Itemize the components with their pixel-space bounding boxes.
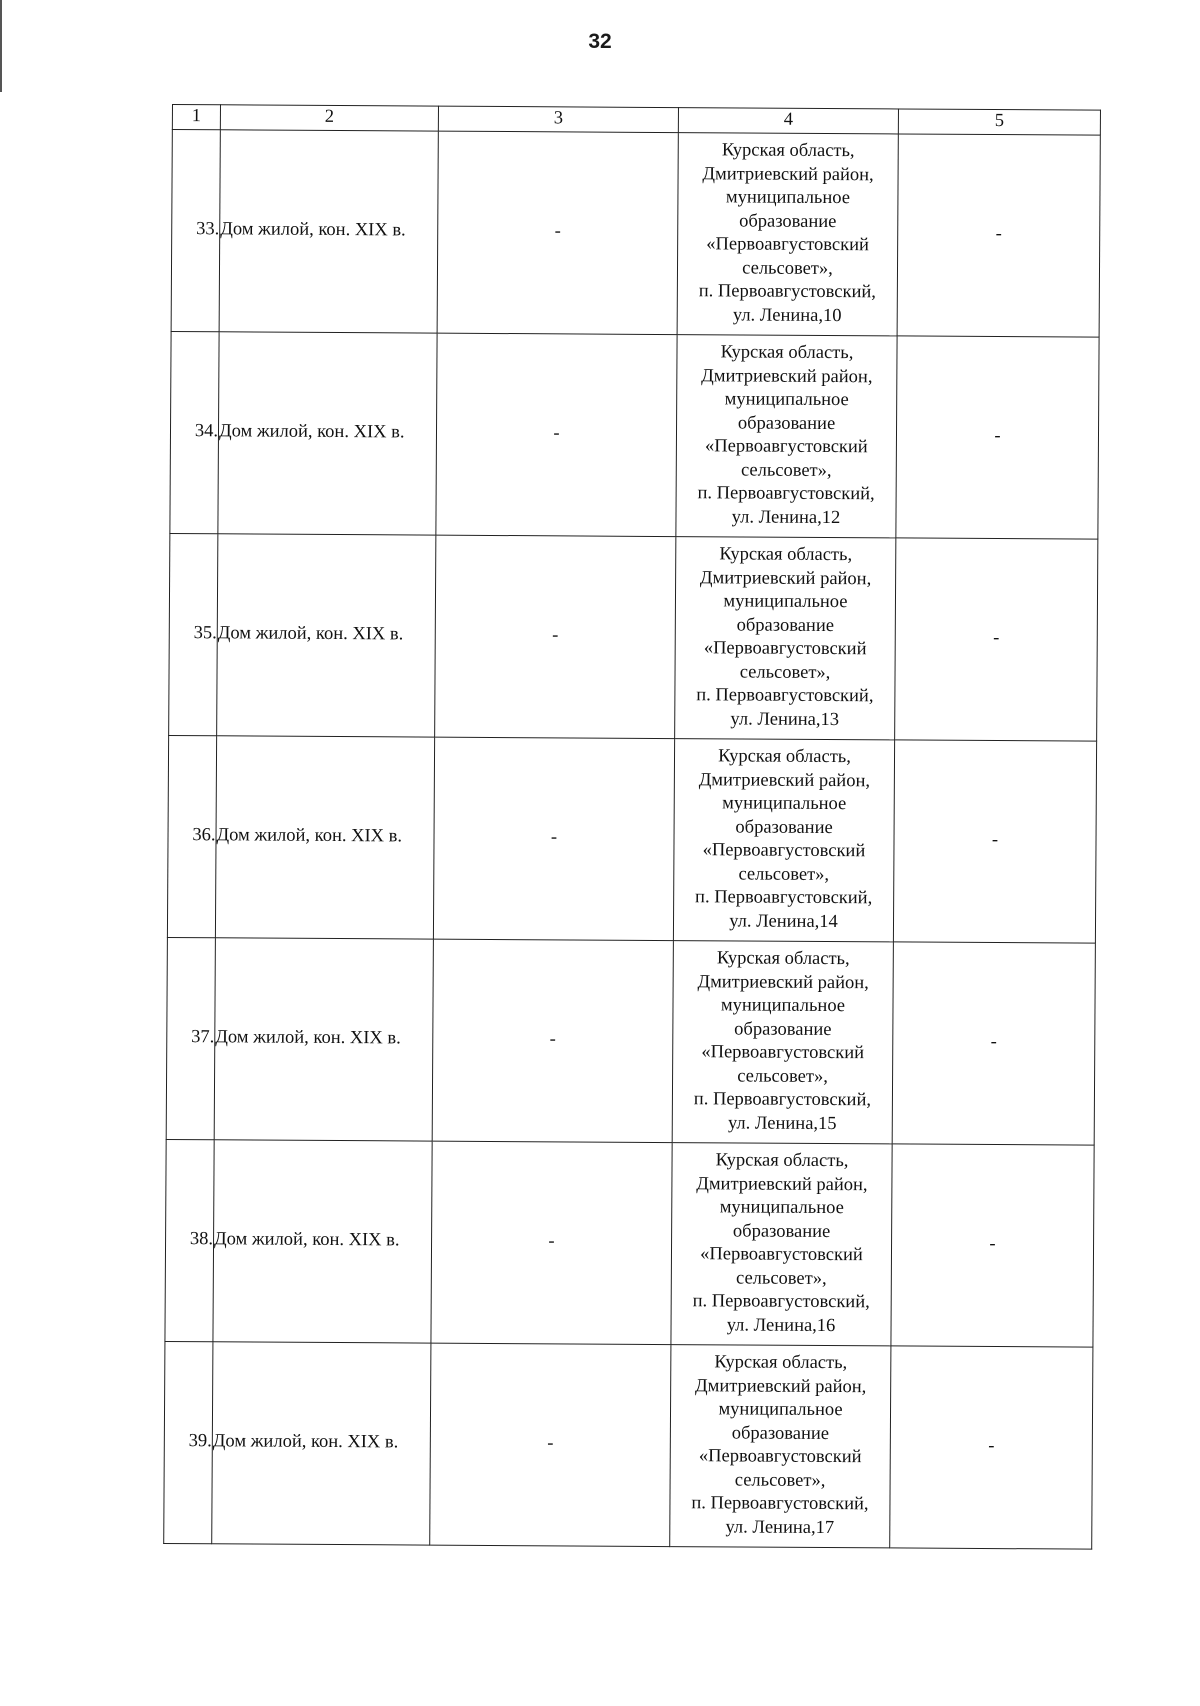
note-cell: -: [891, 1143, 1094, 1346]
address-line: образование: [739, 210, 837, 232]
address-line: ул. Ленина,15: [727, 1112, 837, 1134]
table-row: [169, 533, 1098, 741]
document-cell: -: [437, 131, 678, 334]
address-line: Курская область,: [715, 1150, 849, 1172]
object-name: Дом жилой, кон. XIX в.: [217, 533, 436, 736]
address-line: ул. Ленина,13: [730, 708, 840, 730]
object-name: Дом жилой, кон. XIX в.: [212, 1341, 431, 1544]
address-line: п. Первоавгустовский,: [697, 483, 875, 505]
address-line: муниципальное: [723, 591, 848, 613]
address-line: муниципальное: [718, 1399, 843, 1421]
address-line: сельсовет»,: [740, 459, 832, 481]
address-line: «Первоавгустовский: [703, 638, 867, 660]
address-line: Курская область,: [719, 544, 853, 566]
address-line: муниципальное: [725, 187, 851, 209]
address-cell: [675, 536, 896, 739]
address-line: ул. Ленина,16: [726, 1314, 836, 1336]
address-line: сельсовет»,: [737, 1065, 828, 1087]
document-cell: -: [433, 737, 674, 940]
object-name: Дом жилой, кон. XIX в.: [218, 331, 437, 534]
address-line: сельсовет»,: [738, 863, 830, 885]
address-line: образование: [732, 1220, 831, 1242]
address-line: образование: [734, 1018, 832, 1040]
note-cell: -: [895, 537, 1098, 740]
address-line: образование: [731, 1422, 830, 1444]
object-name: Дом жилой, кон. XIX в.: [219, 129, 438, 332]
table-body: [164, 129, 1101, 1549]
document-cell: -: [430, 1343, 671, 1546]
object-name: Дом жилой, кон. XIX в.: [214, 937, 433, 1140]
address-line: муниципальное: [724, 389, 849, 411]
address-line: п. Первоавгустовский,: [691, 1493, 869, 1515]
document-cell: -: [435, 535, 676, 738]
address-line: Дмитриевский район,: [701, 365, 873, 387]
object-name: Дом жилой, кон. XIX в.: [213, 1139, 432, 1342]
address-line: образование: [736, 614, 835, 636]
address-line: Курская область,: [714, 1352, 848, 1374]
address-line: Дмитриевский район,: [697, 971, 869, 993]
address-line: муниципальное: [719, 1197, 844, 1219]
address-line: Дмитриевский район,: [696, 1173, 868, 1195]
address-line: Дмитриевский район,: [698, 769, 871, 791]
address-line: «Первоавгустовский: [706, 234, 870, 256]
table-row: [164, 1341, 1093, 1549]
header-col-1: 1: [172, 105, 220, 130]
address-line: образование: [737, 412, 836, 434]
table-row: [170, 331, 1099, 539]
object-name: Дом жилой, кон. XIX в.: [215, 735, 434, 938]
address-line: п. Первоавгустовский,: [698, 281, 877, 303]
address-line: «Первоавгустовский: [698, 1446, 862, 1468]
address-line: сельсовет»,: [735, 1267, 827, 1289]
document-cell: -: [436, 333, 677, 536]
header-col-5: 5: [898, 109, 1100, 135]
address-line: «Первоавгустовский: [705, 436, 868, 458]
address-line: п. Первоавгустовский,: [693, 1089, 872, 1111]
address-line: «Первоавгустовский: [701, 1042, 865, 1064]
address-line: «Первоавгустовский: [700, 1244, 863, 1266]
address-line: Курская область,: [720, 342, 854, 364]
address-cell: [672, 940, 893, 1143]
address-line: муниципальное: [720, 995, 846, 1017]
row-number: 33.: [171, 129, 220, 331]
address-cell: [673, 738, 894, 941]
note-cell: -: [890, 1345, 1093, 1548]
address-line: Курская область,: [716, 948, 850, 970]
address-line: Дмитриевский район,: [694, 1375, 867, 1397]
address-cell: [677, 132, 898, 335]
table-row: [166, 937, 1095, 1145]
note-cell: -: [897, 133, 1100, 336]
row-number: 39.: [164, 1341, 213, 1543]
page-number: 32: [588, 30, 612, 53]
address-line: образование: [735, 816, 833, 838]
header-col-4: 4: [678, 108, 898, 134]
heritage-objects-table: [163, 104, 1101, 1549]
address-cell: [671, 1142, 892, 1345]
address-line: ул. Ленина,17: [725, 1516, 835, 1538]
document-cell: -: [432, 939, 673, 1142]
table-row: [165, 1139, 1094, 1347]
header-col-2: 2: [220, 105, 438, 131]
table-row: [167, 735, 1096, 943]
address-line: ул. Ленина,10: [732, 304, 842, 326]
row-number: 38.: [165, 1139, 214, 1341]
row-number: 35.: [169, 533, 218, 735]
note-cell: -: [892, 941, 1095, 1144]
address-line: п. Первоавгустовский,: [696, 685, 874, 707]
address-line: сельсовет»,: [739, 661, 831, 683]
address-cell: [670, 1344, 891, 1547]
address-line: муниципальное: [722, 793, 847, 815]
address-line: п. Первоавгустовский,: [695, 887, 873, 909]
document-cell: -: [431, 1141, 672, 1344]
address-line: Курская область,: [721, 140, 855, 162]
row-number: 37.: [166, 937, 215, 1139]
row-number: 36.: [167, 735, 216, 937]
header-col-3: 3: [438, 106, 678, 132]
address-line: ул. Ленина,14: [729, 910, 838, 932]
row-number: 34.: [170, 331, 219, 533]
address-line: ул. Ленина,12: [731, 506, 841, 528]
note-cell: -: [896, 335, 1099, 538]
address-line: Дмитриевский район,: [699, 567, 872, 589]
address-line: сельсовет»,: [734, 1469, 826, 1491]
table-row: [171, 129, 1100, 337]
address-line: «Первоавгустовский: [702, 840, 866, 862]
note-cell: -: [893, 739, 1096, 942]
address-line: Дмитриевский район,: [702, 163, 874, 185]
address-line: п. Первоавгустовский,: [692, 1291, 870, 1313]
address-line: сельсовет»,: [742, 257, 833, 279]
address-line: Курская область,: [718, 746, 851, 768]
address-cell: [676, 334, 897, 537]
